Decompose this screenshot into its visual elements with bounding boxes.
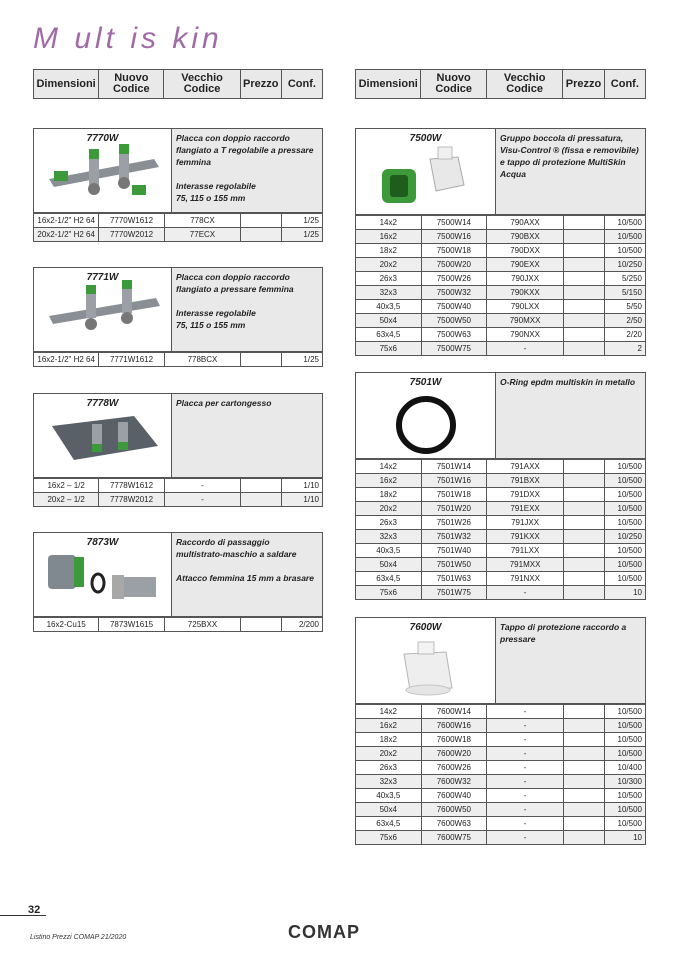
table-cell	[241, 214, 282, 228]
table-cell: 16x2	[356, 230, 422, 244]
table-cell: 7600W75	[421, 831, 487, 845]
table-cell: 2/20	[604, 328, 645, 342]
table-cell: 7500W26	[421, 272, 487, 286]
table-cell: 10	[604, 831, 645, 845]
table-cell: 26x3	[356, 516, 422, 530]
table-cell: 16x2	[356, 474, 422, 488]
table-row	[356, 342, 646, 356]
table-cell: 791MXX	[487, 558, 564, 572]
table-cell: 778CX	[164, 214, 241, 228]
table-cell: 20x2	[356, 258, 422, 272]
product-description: Placca per cartongesso	[171, 394, 322, 477]
table-row	[34, 353, 323, 367]
table-cell: 2/50	[604, 314, 645, 328]
table-cell: 7600W63	[421, 817, 487, 831]
product-table	[355, 704, 646, 845]
table-cell: -	[164, 493, 241, 507]
table-cell: 1/25	[282, 228, 323, 242]
table-cell: 10/500	[604, 817, 645, 831]
table-row	[356, 272, 646, 286]
table-row	[356, 474, 646, 488]
table-cell: 20x2 – 1/2	[34, 493, 99, 507]
table-cell: -	[164, 479, 241, 493]
table-cell: 10/500	[604, 244, 645, 258]
table-cell	[564, 586, 605, 600]
table-cell: 7770W1612	[99, 214, 164, 228]
table-cell: 40x3,5	[356, 544, 422, 558]
table-cell: 10/250	[604, 530, 645, 544]
table-cell: -	[487, 789, 564, 803]
table-row	[34, 228, 323, 242]
table-cell: -	[487, 719, 564, 733]
table-cell: 7600W32	[421, 775, 487, 789]
table-cell	[564, 300, 605, 314]
table-cell	[564, 817, 605, 831]
product-block-7600w	[355, 617, 646, 845]
table-cell: 77ECX	[164, 228, 241, 242]
table-cell: 10/500	[604, 572, 645, 586]
header-conf: Conf.	[281, 70, 322, 99]
table-cell	[241, 353, 282, 367]
table-cell: 10/300	[604, 775, 645, 789]
table-cell: 26x3	[356, 761, 422, 775]
table-cell: 7600W40	[421, 789, 487, 803]
table-cell: -	[487, 803, 564, 817]
table-cell: 7501W32	[421, 530, 487, 544]
product-description: Raccordo di passaggio multistrato-maschio a saldare Attacco femmina 15 mm a brasare	[171, 533, 322, 616]
table-cell: -	[487, 831, 564, 845]
table-cell: 790NXX	[487, 328, 564, 342]
table-row	[356, 286, 646, 300]
product-code: 7770W	[86, 133, 119, 144]
product-description: Placca con doppio raccordo flangiato a T regolabile a pressare femmina Interasse regolabile 75, 115 o 155 mm	[171, 129, 322, 212]
table-cell	[241, 479, 282, 493]
table-cell: 790JXX	[487, 272, 564, 286]
table-cell: 7771W1612	[99, 353, 164, 367]
table-cell: 778BCX	[164, 353, 241, 367]
table-cell: 791NXX	[487, 572, 564, 586]
table-cell: 7600W14	[421, 705, 487, 719]
table-row	[356, 803, 646, 817]
page-number: 32	[28, 904, 41, 916]
header-nuovo-codice: Nuovo Codice	[99, 70, 164, 99]
table-cell: 1/10	[282, 493, 323, 507]
product-image	[34, 394, 171, 477]
table-cell: 32x3	[356, 775, 422, 789]
table-cell: 791JXX	[487, 516, 564, 530]
table-cell: 75x6	[356, 586, 422, 600]
product-code: 7600W	[409, 622, 442, 633]
product-description: Tappo di protezione raccordo a pressare	[495, 618, 645, 703]
table-cell: 1/25	[282, 353, 323, 367]
table-cell: -	[487, 586, 564, 600]
table-row	[356, 831, 646, 845]
table-cell	[564, 719, 605, 733]
table-row	[356, 300, 646, 314]
table-cell: 7500W18	[421, 244, 487, 258]
table-cell	[564, 272, 605, 286]
product-code: 7873W	[86, 537, 119, 548]
header-dimensioni: Dimensioni	[356, 70, 421, 99]
table-cell: 7501W18	[421, 488, 487, 502]
table-cell	[564, 328, 605, 342]
table-row	[356, 230, 646, 244]
product-image	[356, 618, 495, 703]
table-cell: 7500W20	[421, 258, 487, 272]
table-cell: 16x2-1/2" H2 64	[34, 214, 99, 228]
table-cell: 1/25	[282, 214, 323, 228]
table-cell: 791DXX	[487, 488, 564, 502]
table-cell: 20x2	[356, 502, 422, 516]
table-row	[356, 761, 646, 775]
table-cell: 7500W16	[421, 230, 487, 244]
table-cell: 10/500	[604, 474, 645, 488]
table-cell: 10/500	[604, 460, 645, 474]
table-cell: 10/500	[604, 705, 645, 719]
table-cell: 10/400	[604, 761, 645, 775]
table-row	[356, 530, 646, 544]
product-code: 7501W	[409, 377, 442, 388]
listino-label: Listino Prezzi COMAP 21/2020	[30, 934, 127, 941]
table-cell: 725BXX	[164, 618, 241, 632]
table-cell	[564, 244, 605, 258]
table-row	[356, 328, 646, 342]
table-cell: -	[487, 733, 564, 747]
table-cell: 50x4	[356, 314, 422, 328]
product-table	[355, 215, 646, 356]
header-vecchio-codice: Vecchio Codice	[486, 70, 563, 99]
product-code: 7771W	[86, 272, 119, 283]
table-row	[34, 214, 323, 228]
table-cell: 7501W16	[421, 474, 487, 488]
product-block-7500w	[355, 128, 646, 356]
table-cell: 790MXX	[487, 314, 564, 328]
table-row	[356, 817, 646, 831]
product-table	[33, 478, 323, 507]
table-cell	[564, 216, 605, 230]
table-cell: 7500W40	[421, 300, 487, 314]
table-cell	[241, 493, 282, 507]
table-cell: 7600W26	[421, 761, 487, 775]
product-description: Placca con doppio raccordo flangiato a pressare femmina Interasse regolabile 75, 115 o 155 mm	[171, 268, 322, 351]
table-cell: 791BXX	[487, 474, 564, 488]
table-row	[34, 493, 323, 507]
table-cell: 40x3,5	[356, 300, 422, 314]
table-cell: 7500W32	[421, 286, 487, 300]
table-cell: 16x2 – 1/2	[34, 479, 99, 493]
table-cell: 10/500	[604, 719, 645, 733]
table-cell: 7500W63	[421, 328, 487, 342]
table-cell: 63x4,5	[356, 817, 422, 831]
table-cell: 14x2	[356, 216, 422, 230]
table-row	[356, 544, 646, 558]
product-block-7873w	[33, 532, 323, 632]
table-cell: 790EXX	[487, 258, 564, 272]
header-conf: Conf.	[604, 70, 645, 99]
right-header	[355, 69, 646, 99]
table-cell: 63x4,5	[356, 572, 422, 586]
table-cell	[564, 789, 605, 803]
table-cell: 14x2	[356, 705, 422, 719]
table-row	[356, 719, 646, 733]
header-dimensioni: Dimensioni	[34, 70, 99, 99]
table-cell: 10/500	[604, 733, 645, 747]
table-cell: 7500W14	[421, 216, 487, 230]
table-row	[356, 586, 646, 600]
table-cell: 7501W14	[421, 460, 487, 474]
left-header	[33, 69, 323, 99]
table-cell	[564, 258, 605, 272]
table-row	[356, 460, 646, 474]
header-prezzo: Prezzo	[563, 70, 604, 99]
product-code: 7778W	[86, 398, 119, 409]
table-cell	[564, 342, 605, 356]
table-cell: 32x3	[356, 286, 422, 300]
table-row	[356, 516, 646, 530]
product-image	[34, 129, 171, 212]
table-cell: 10/500	[604, 803, 645, 817]
product-image	[356, 129, 495, 214]
table-cell	[564, 761, 605, 775]
table-cell: 790LXX	[487, 300, 564, 314]
table-cell	[564, 474, 605, 488]
comap-logo: COMAP	[288, 922, 360, 942]
table-cell: 16x2	[356, 719, 422, 733]
table-cell: 791EXX	[487, 502, 564, 516]
table-row	[356, 733, 646, 747]
table-row	[356, 705, 646, 719]
table-cell: 791KXX	[487, 530, 564, 544]
table-cell: 7501W63	[421, 572, 487, 586]
table-cell: 75x6	[356, 831, 422, 845]
product-block-7771w	[33, 267, 323, 367]
table-row	[356, 558, 646, 572]
header-nuovo-codice: Nuovo Codice	[421, 70, 486, 99]
product-image	[34, 533, 171, 616]
table-cell: 10/500	[604, 747, 645, 761]
table-cell	[564, 230, 605, 244]
table-row	[356, 258, 646, 272]
table-cell	[564, 747, 605, 761]
table-cell	[564, 516, 605, 530]
table-cell: 10/500	[604, 488, 645, 502]
table-cell: 7501W75	[421, 586, 487, 600]
table-cell: 7600W50	[421, 803, 487, 817]
table-cell	[564, 314, 605, 328]
table-row	[356, 244, 646, 258]
table-cell: -	[487, 761, 564, 775]
table-cell: -	[487, 705, 564, 719]
table-row	[356, 488, 646, 502]
table-cell: 32x3	[356, 530, 422, 544]
table-cell	[564, 502, 605, 516]
table-cell: 16x2-Cu15	[34, 618, 99, 632]
product-code: 7500W	[409, 133, 442, 144]
product-description: O-Ring epdm multiskin in metallo	[495, 373, 645, 458]
table-cell: -	[487, 817, 564, 831]
table-row	[34, 479, 323, 493]
table-cell: 7501W26	[421, 516, 487, 530]
table-cell: 7770W2012	[99, 228, 164, 242]
table-cell	[564, 488, 605, 502]
table-cell: 18x2	[356, 733, 422, 747]
table-cell: -	[487, 775, 564, 789]
table-cell: 14x2	[356, 460, 422, 474]
table-cell: 5/50	[604, 300, 645, 314]
table-cell: 75x6	[356, 342, 422, 356]
table-cell: 10/500	[604, 230, 645, 244]
table-cell: 5/250	[604, 272, 645, 286]
product-table	[33, 352, 323, 367]
table-cell: 10/500	[604, 502, 645, 516]
table-cell: 7501W20	[421, 502, 487, 516]
table-cell: 790AXX	[487, 216, 564, 230]
product-table	[355, 459, 646, 600]
table-cell: 1/10	[282, 479, 323, 493]
product-block-7501w	[355, 372, 646, 600]
page-title: M ult is kin	[33, 22, 223, 55]
product-block-7778w	[33, 393, 323, 507]
table-cell	[564, 831, 605, 845]
table-cell	[241, 228, 282, 242]
product-table	[33, 617, 323, 632]
table-cell: 2	[604, 342, 645, 356]
table-cell	[564, 803, 605, 817]
table-cell: 7500W50	[421, 314, 487, 328]
table-cell: 63x4,5	[356, 328, 422, 342]
table-cell: 2/200	[282, 618, 323, 632]
table-cell	[564, 558, 605, 572]
table-cell	[564, 775, 605, 789]
table-row	[356, 502, 646, 516]
table-cell	[241, 618, 282, 632]
table-cell: 790BXX	[487, 230, 564, 244]
table-cell: 50x4	[356, 558, 422, 572]
table-row	[356, 216, 646, 230]
table-cell: 7501W50	[421, 558, 487, 572]
table-cell	[564, 544, 605, 558]
table-cell: 10/500	[604, 544, 645, 558]
table-cell: 7600W18	[421, 733, 487, 747]
table-cell: 7500W75	[421, 342, 487, 356]
table-row	[356, 789, 646, 803]
product-description: Gruppo boccola di pressatura, Visu-Control ® (fissa e removibile) e tappo di protezione MultiSkin Acqua	[495, 129, 645, 214]
table-cell: 40x3,5	[356, 789, 422, 803]
table-row	[356, 747, 646, 761]
table-cell: 20x2-1/2" H2 64	[34, 228, 99, 242]
table-cell: 7778W2012	[99, 493, 164, 507]
table-row	[34, 618, 323, 632]
product-block-7770w	[33, 128, 323, 242]
table-cell	[564, 705, 605, 719]
table-cell: -	[487, 342, 564, 356]
table-row	[356, 775, 646, 789]
table-cell: 16x2-1/2" H2 64	[34, 353, 99, 367]
table-cell	[564, 572, 605, 586]
table-cell: 18x2	[356, 488, 422, 502]
table-cell: 10/250	[604, 258, 645, 272]
table-cell: 10/500	[604, 558, 645, 572]
table-cell: -	[487, 747, 564, 761]
table-cell: 7600W16	[421, 719, 487, 733]
header-prezzo: Prezzo	[240, 70, 281, 99]
table-cell	[564, 286, 605, 300]
table-cell: 7600W20	[421, 747, 487, 761]
table-cell: 7778W1612	[99, 479, 164, 493]
table-cell: 26x3	[356, 272, 422, 286]
table-cell: 10/500	[604, 216, 645, 230]
table-cell	[564, 460, 605, 474]
table-cell: 791AXX	[487, 460, 564, 474]
table-cell: 10	[604, 586, 645, 600]
table-row	[356, 314, 646, 328]
table-cell: 20x2	[356, 747, 422, 761]
header-vecchio-codice: Vecchio Codice	[164, 70, 240, 99]
table-cell	[564, 733, 605, 747]
product-table	[33, 213, 323, 242]
product-image	[34, 268, 171, 351]
table-cell: 10/500	[604, 789, 645, 803]
table-cell: 5/150	[604, 286, 645, 300]
table-cell: 790KXX	[487, 286, 564, 300]
table-cell: 50x4	[356, 803, 422, 817]
product-image	[356, 373, 495, 458]
table-cell: 10/500	[604, 516, 645, 530]
table-cell	[564, 530, 605, 544]
table-row	[356, 572, 646, 586]
table-cell: 7501W40	[421, 544, 487, 558]
table-cell: 7873W1615	[99, 618, 164, 632]
table-cell: 18x2	[356, 244, 422, 258]
table-cell: 791LXX	[487, 544, 564, 558]
table-cell: 790DXX	[487, 244, 564, 258]
